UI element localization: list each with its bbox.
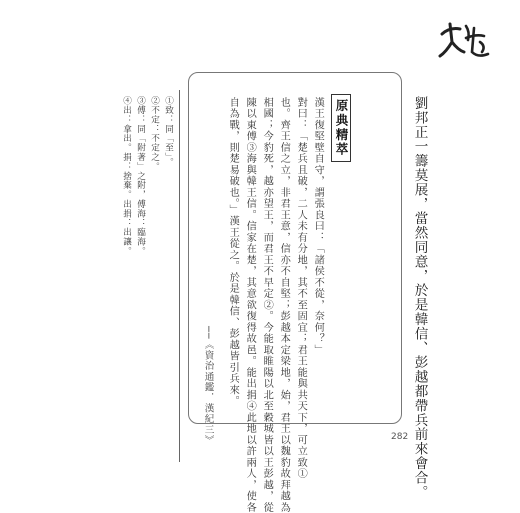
excerpt-box-title: 原典精萃 xyxy=(331,94,351,162)
excerpt-line: 漢王復堅壁自守，謂張良曰：「諸侯不從，奈何？」 xyxy=(312,97,324,356)
excerpt-line: 對曰：「楚兵且破，二人未有分地，其不至固宜；君王能與共天下，可立致① xyxy=(295,97,307,480)
page-number: 282 xyxy=(391,432,409,442)
excerpt-line: 陳以東傅③海與韓王信。信家在楚，其意欲復得故邑。能出捐④此地以許兩人，使各 xyxy=(244,97,256,513)
excerpt-attribution: ──《資治通鑑．漢紀三》 xyxy=(202,326,214,446)
note-item: ①致：同「至」。 xyxy=(163,96,174,167)
excerpt-line: 相國；今豹死，越亦望王，而君王不早定②。今能取睢陽以北至穀城皆以王彭越，從 xyxy=(261,97,273,513)
main-paragraph: 劉邦正一籌莫展，當然同意，於是韓信、彭越都帶兵前來會合。 xyxy=(411,96,428,500)
note-item: ④出：拿出。捐：捨棄。出捐：出讓。 xyxy=(121,96,132,256)
excerpt-line: 也。齊王信之立，非君王意，信亦不自堅；彭越本定梁地，始，君王以魏豹故拜越為 xyxy=(278,97,290,513)
note-item: ③傅：同「附著」之附，傅海：臨海。 xyxy=(135,96,146,256)
excerpt-line: 自為戰，則楚易破也。」漢王從之。於是韓信、彭越皆引兵來。 xyxy=(227,97,239,407)
corner-emblem xyxy=(436,18,492,62)
notes-divider xyxy=(179,90,180,462)
note-item: ②不定：不定之。 xyxy=(149,96,160,172)
